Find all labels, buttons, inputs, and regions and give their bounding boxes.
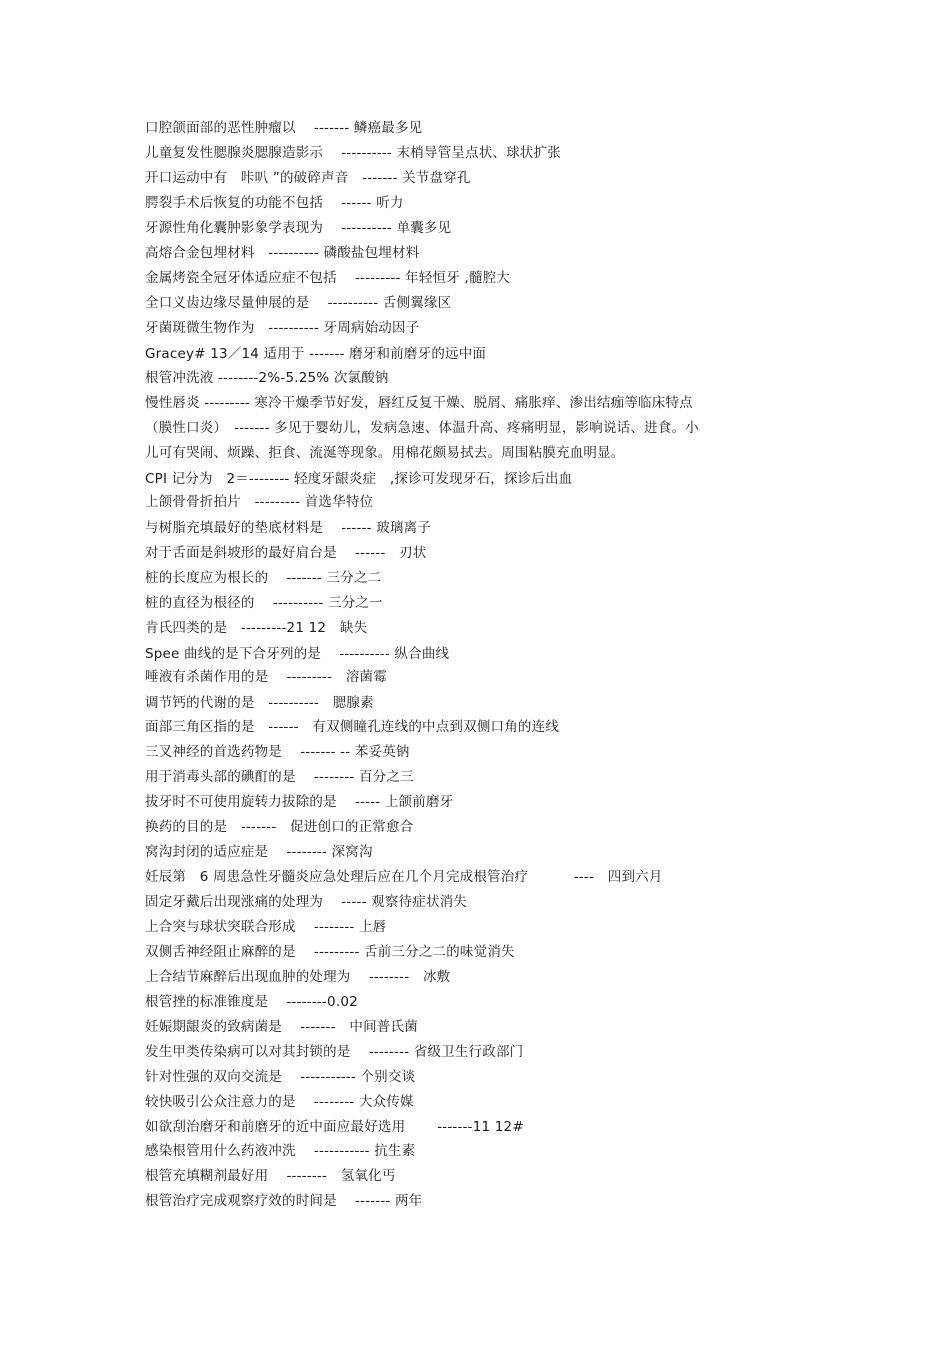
text-line: 慢性唇炎 --------- 寒冷干燥季节好发，唇红反复干燥、脱屑、痛胀痒、渗出结痂等临床特点 — [145, 395, 693, 411]
text-line: 牙菌斑微生物作为 ---------- 牙周病始动因子 — [145, 320, 420, 336]
text-line: 根管挫的标准锥度是 --------0.02 — [145, 994, 358, 1010]
text-line: CPI 记分为 2＝-------- 轻度牙龈炎症 ,探诊可发现牙石，探诊后出血 — [145, 471, 573, 487]
text-line: 三叉神经的首选药物是 ------- -- 苯妥英钠 — [145, 744, 410, 760]
text-line: 双侧舌神经阻止麻醉的是 --------- 舌前三分之二的味觉消失 — [145, 944, 515, 960]
text-line: 面部三角区指的是 ------ 有双侧瞳孔连线的中点到双侧口角的连线 — [145, 719, 560, 735]
text-line: 妊娠期龈炎的致病菌是 ------- 中间普氏菌 — [145, 1019, 418, 1035]
text-line: 桩的直径为根径的 ---------- 三分之一 — [145, 595, 383, 611]
text-line: 拔牙时不可使用旋转力拔除的是 ----- 上颌前磨牙 — [145, 794, 454, 810]
text-line: 开口运动中有 咔叭 ”的破碎声音 ------- 关节盘穿孔 — [145, 170, 471, 186]
text-line: 发生甲类传染病可以对其封锁的是 -------- 省级卫生行政部门 — [145, 1044, 524, 1060]
text-line: 上合突与球状突联合形成 -------- 上唇 — [145, 919, 387, 935]
text-line: 用于消毒头部的碘酊的是 -------- 百分之三 — [145, 769, 414, 785]
text-line: 口腔颌面部的恶性肿瘤以 ------- 鳞癌最多见 — [145, 120, 423, 136]
text-line: 儿可有哭闹、烦躁、拒食、流涎等现象。用棉花颇易拭去。周围粘膜充血明显。 — [145, 445, 625, 461]
text-line: 全口义齿边缘尽量伸展的是 ---------- 舌侧翼缘区 — [145, 295, 452, 311]
text-line: 固定牙戴后出现涨痛的处理为 ----- 观察待症状消失 — [145, 894, 468, 910]
text-line: 调节钙的代谢的是 ---------- 腮腺素 — [145, 695, 374, 711]
text-line: 桩的长度应为根长的 ------- 三分之二 — [145, 570, 382, 586]
text-line: 牙源性角化囊肿影象学表现为 ---------- 单囊多见 — [145, 220, 452, 236]
text-line: （膜性口炎） ------- 多见于婴幼儿，发病急速、体温升高、疼痛明显，影响说话、进食。小 — [145, 420, 699, 436]
text-line: 针对性强的双向交流是 ----------- 个别交谈 — [145, 1069, 416, 1085]
text-line: 金属烤瓷全冠牙体适应症不包括 --------- 年轻恒牙 ,髓腔大 — [145, 270, 511, 286]
text-line: 窝沟封闭的适应症是 -------- 深窝沟 — [145, 844, 373, 860]
text-line: 上颌骨骨折拍片 --------- 首选华特位 — [145, 494, 374, 510]
text-line: 腭裂手术后恢复的功能不包括 ------ 听力 — [145, 195, 404, 211]
text-line: 妊辰第 6 周患急性牙髓炎应急处理后应在几个月完成根管治疗 ---- 四到六月 — [145, 869, 663, 885]
text-line: 如欲刮治磨牙和前磨牙的近中面应最好选用 -------11 12# — [145, 1119, 524, 1135]
text-line: 儿童复发性腮腺炎腮腺造影示 ---------- 末梢导管呈点状、球状扩张 — [145, 145, 561, 161]
text-line: 唾液有杀菌作用的是 --------- 溶菌霉 — [145, 669, 387, 685]
text-line: 根管治疗完成观察疗效的时间是 ------- 两年 — [145, 1193, 423, 1209]
text-line: 较快吸引公众注意力的是 -------- 大众传媒 — [145, 1094, 414, 1110]
text-line: 对于舌面是斜坡形的最好肩台是 ------ 刃状 — [145, 545, 427, 561]
text-line: 根管充填糊剂最好用 -------- 氢氧化丐 — [145, 1168, 396, 1184]
text-line: Gracey# 13／14 适用于 ------- 磨牙和前磨牙的远中面 — [145, 346, 487, 362]
text-line: 感染根管用什么药液冲洗 ----------- 抗生素 — [145, 1143, 416, 1159]
text-line: 上合结节麻醉后出现血肿的处理为 -------- 冰敷 — [145, 969, 451, 985]
text-line: 高熔合金包埋材料 ---------- 磷酸盐包埋材料 — [145, 245, 420, 261]
text-line: 肯氏四类的是 ---------21 12 缺失 — [145, 620, 368, 636]
text-line: 与树脂充填最好的垫底材料是 ------ 玻璃离子 — [145, 520, 432, 536]
text-line: 根管冲洗液 --------2%-5.25% 次氯酸钠 — [145, 370, 389, 386]
text-line: Spee 曲线的是下合牙列的是 ---------- 纵合曲线 — [145, 646, 450, 662]
text-line: 换药的目的是 ------- 促进创口的正常愈合 — [145, 819, 414, 835]
